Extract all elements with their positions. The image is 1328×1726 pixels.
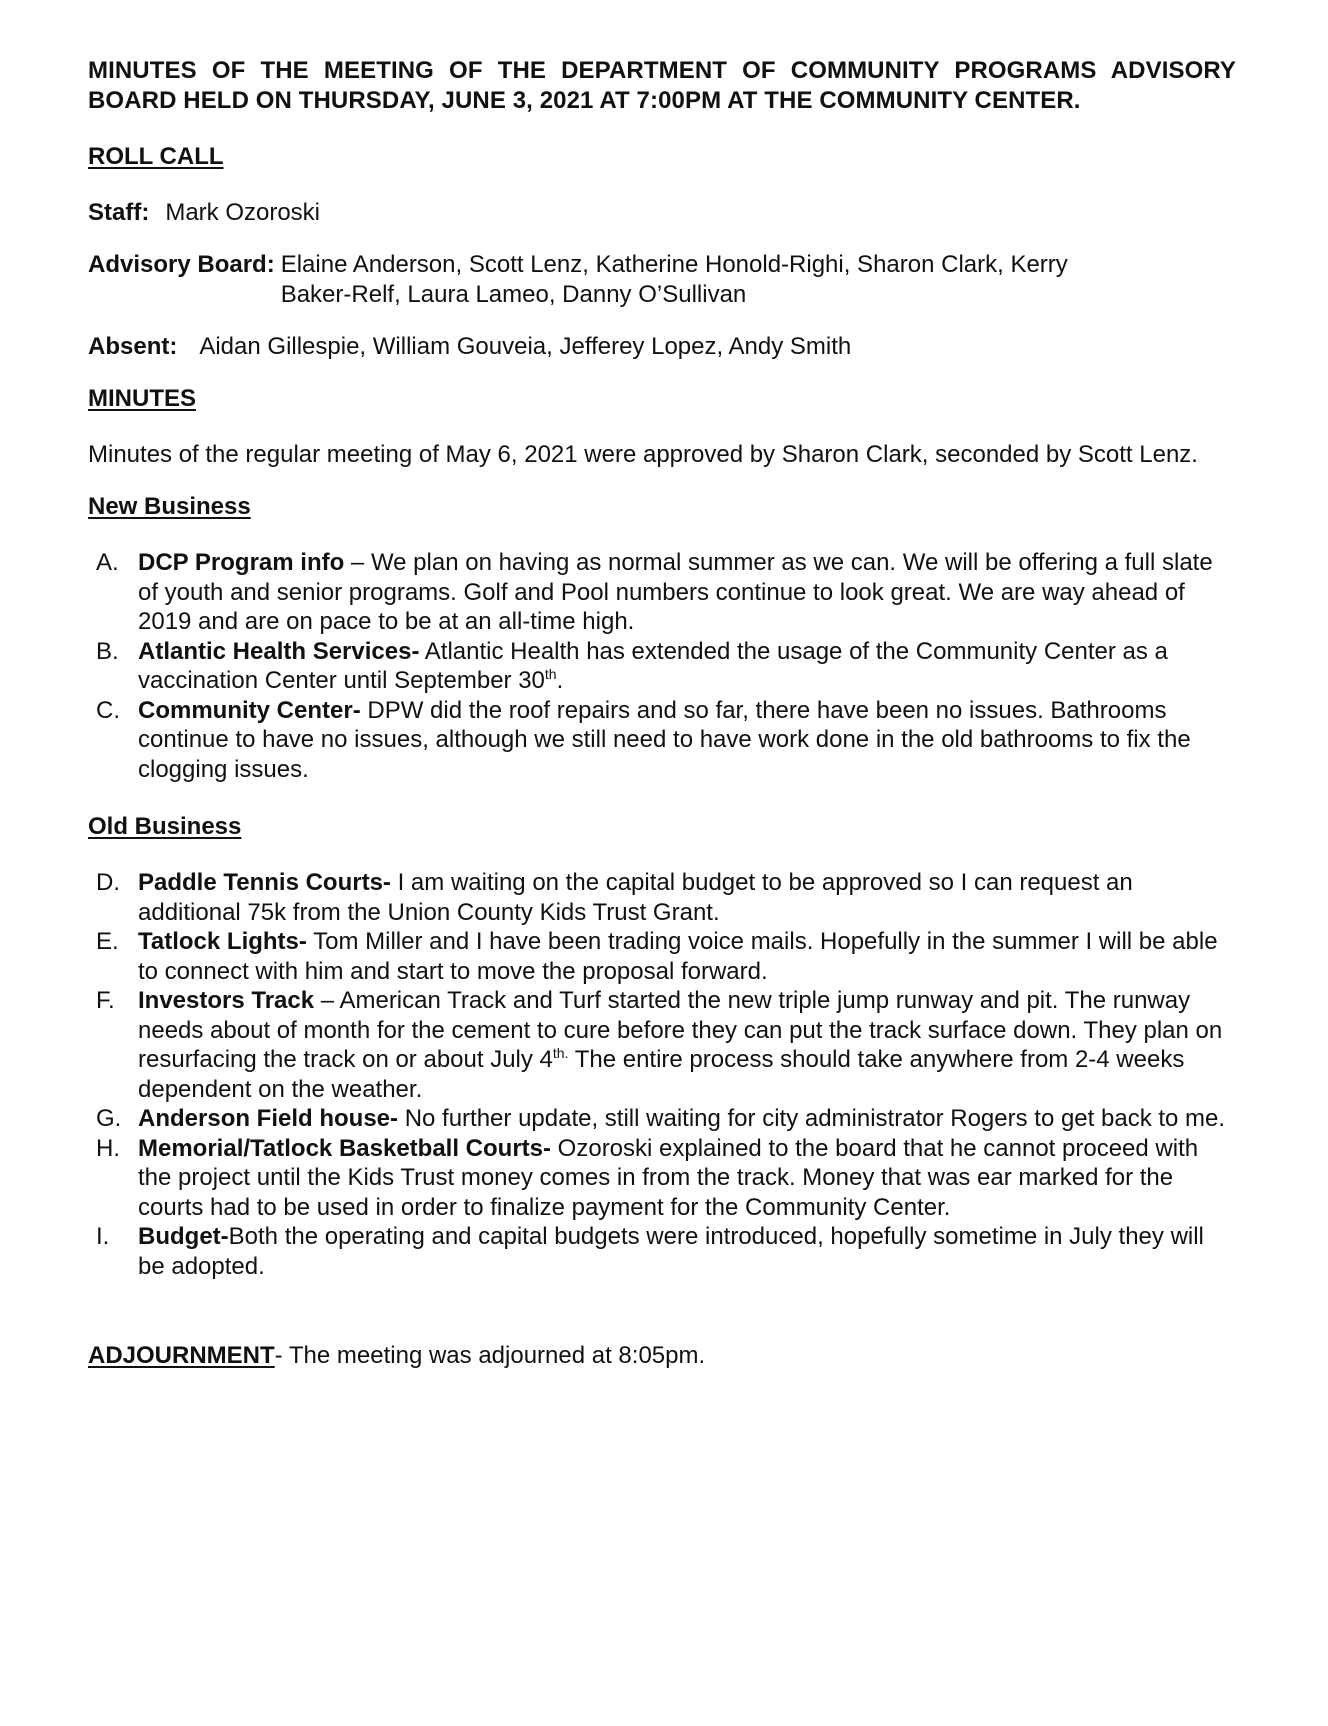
item-body: [138, 1134, 1236, 1223]
staff-row: [88, 198, 1236, 228]
advisory-board-names-line2: Baker-Relf, Laura Lameo, Danny O’Sullivan: [280, 281, 747, 308]
item-text: Atlantic Health has extended the usage of the Community Center as a vaccination Center until September 30: [138, 637, 1168, 694]
item-text: No further update, still waiting for city administrator Rogers to get back to me.: [404, 1105, 1226, 1132]
item-title: Memorial/Tatlock Basketball Courts-: [138, 1134, 551, 1162]
list-item: [88, 1134, 1236, 1223]
item-sep: –: [344, 549, 371, 576]
item-body: [138, 927, 1236, 986]
item-title: Atlantic Health Services-: [138, 637, 420, 665]
minutes-heading: MINUTES: [88, 385, 196, 412]
advisory-board-row: [88, 250, 1236, 310]
item-superscript: th: [544, 666, 557, 682]
item-tail: The entire process should take anywhere from 2-4 weeks dependent on the weather.: [138, 1046, 1185, 1103]
list-item: [88, 1222, 1236, 1281]
staff-label: Staff:: [88, 199, 150, 226]
item-sep: –: [314, 987, 340, 1014]
item-text: Both the operating and capital budgets were introduced, hopefully sometime in July they will be adopted.: [138, 1223, 1204, 1280]
advisory-board-names-line1: Elaine Anderson, Scott Lenz, Katherine Honold-Righi, Sharon Clark, Kerry: [280, 251, 1068, 278]
item-tail: .: [556, 667, 564, 694]
item-letter: E.: [96, 928, 119, 955]
item-body: [138, 986, 1236, 1104]
new-business-heading: New Business: [88, 493, 251, 520]
list-item: [88, 986, 1236, 1104]
item-sep: [551, 1135, 558, 1162]
item-text: Tom Miller and I have been trading voice mails. Hopefully in the summer I will be able to connect with him and start to move the proposal forward.: [138, 928, 1218, 985]
item-superscript: th.: [552, 1045, 569, 1061]
absent-label: Absent:: [88, 333, 178, 360]
old-business-heading: Old Business: [88, 813, 242, 840]
item-title: Anderson Field house-: [138, 1105, 399, 1132]
item-text: We plan on having as normal summer as we can. We will be offering a full slate of youth and senior programs. Golf and Pool numbers continue to look great. We are way ahead of 2019 and are on pace to be at an all-time high.: [138, 549, 1213, 635]
item-letter: B.: [96, 637, 119, 665]
item-sep: [391, 869, 398, 896]
list-item: [88, 1104, 1236, 1134]
document-title: MINUTES OF THE MEETING OF THE DEPARTMENT OF COMMUNITY PROGRAMS ADVISORY BOARD HELD ON THURSDAY, JUNE 3, 2021 AT 7:00PM AT THE COMMUNITY CENTER.: [88, 57, 1236, 114]
item-letter: F.: [96, 987, 115, 1014]
item-body: [138, 868, 1236, 927]
item-text: DPW did the roof repairs and so far, there have been no issues. Bathrooms continue to have no issues, although we still need to have work done in the old bathrooms to fix the clogging issues.: [138, 696, 1191, 783]
item-letter: A.: [96, 549, 119, 576]
minutes-document: [88, 56, 1236, 1371]
item-letter: D.: [96, 869, 120, 896]
item-letter: C.: [96, 696, 120, 724]
item-title: Community Center-: [138, 696, 361, 724]
old-business-list: [88, 868, 1236, 1281]
minutes-text: Minutes of the regular meeting of May 6, 2021 were approved by Sharon Clark, seconded by Scott Lenz.: [88, 441, 1198, 468]
item-title: DCP Program info: [138, 549, 345, 576]
item-title: Investors Track: [138, 987, 315, 1014]
item-text: Ozoroski explained to the board that he cannot proceed with the project until the Kids Trust money comes in from the track. Money that was ear marked for the courts had to be used in order to finalize payment for the Community Center.: [138, 1134, 1199, 1221]
list-item: [88, 548, 1236, 637]
item-letter: G.: [96, 1105, 122, 1132]
absent-names: Aidan Gillespie, William Gouveia, Jefferey Lopez, Andy Smith: [199, 333, 852, 360]
item-text: American Track and Turf started the new triple jump runway and pit. The runway needs about of month for the cement to cure before they can put the track surface down. They plan on resurfacing the track on or about July 4: [138, 987, 1223, 1073]
item-body: [138, 696, 1236, 785]
adjournment: [88, 1341, 1236, 1371]
new-business-list: [88, 548, 1236, 784]
item-sep: [398, 1105, 405, 1132]
adjournment-text: - The meeting was adjourned at 8:05pm.: [274, 1342, 706, 1369]
item-text: I am waiting on the capital budget to be approved so I can request an additional 75k from the Union County Kids Trust Grant.: [138, 869, 1133, 926]
advisory-board-names: [281, 250, 1068, 310]
staff-names: Mark Ozoroski: [165, 199, 321, 226]
list-item: [88, 868, 1236, 927]
item-title: Paddle Tennis Courts-: [138, 869, 391, 896]
list-item: [88, 696, 1236, 785]
adjournment-heading: ADJOURNMENT: [88, 1342, 275, 1369]
item-body: [138, 637, 1236, 696]
item-title: Tatlock Lights-: [138, 928, 307, 955]
item-letter: H.: [96, 1134, 120, 1162]
roll-call-heading: ROLL CALL: [88, 143, 224, 170]
item-body: [138, 1104, 1236, 1134]
list-item: [88, 637, 1236, 696]
item-title: Budget-: [138, 1223, 229, 1250]
absent-row: [88, 332, 1236, 362]
list-item: [88, 927, 1236, 986]
advisory-board-label: Advisory Board:: [88, 251, 275, 278]
item-body: [138, 548, 1236, 637]
item-body: [138, 1222, 1236, 1281]
item-letter: I.: [96, 1223, 110, 1250]
